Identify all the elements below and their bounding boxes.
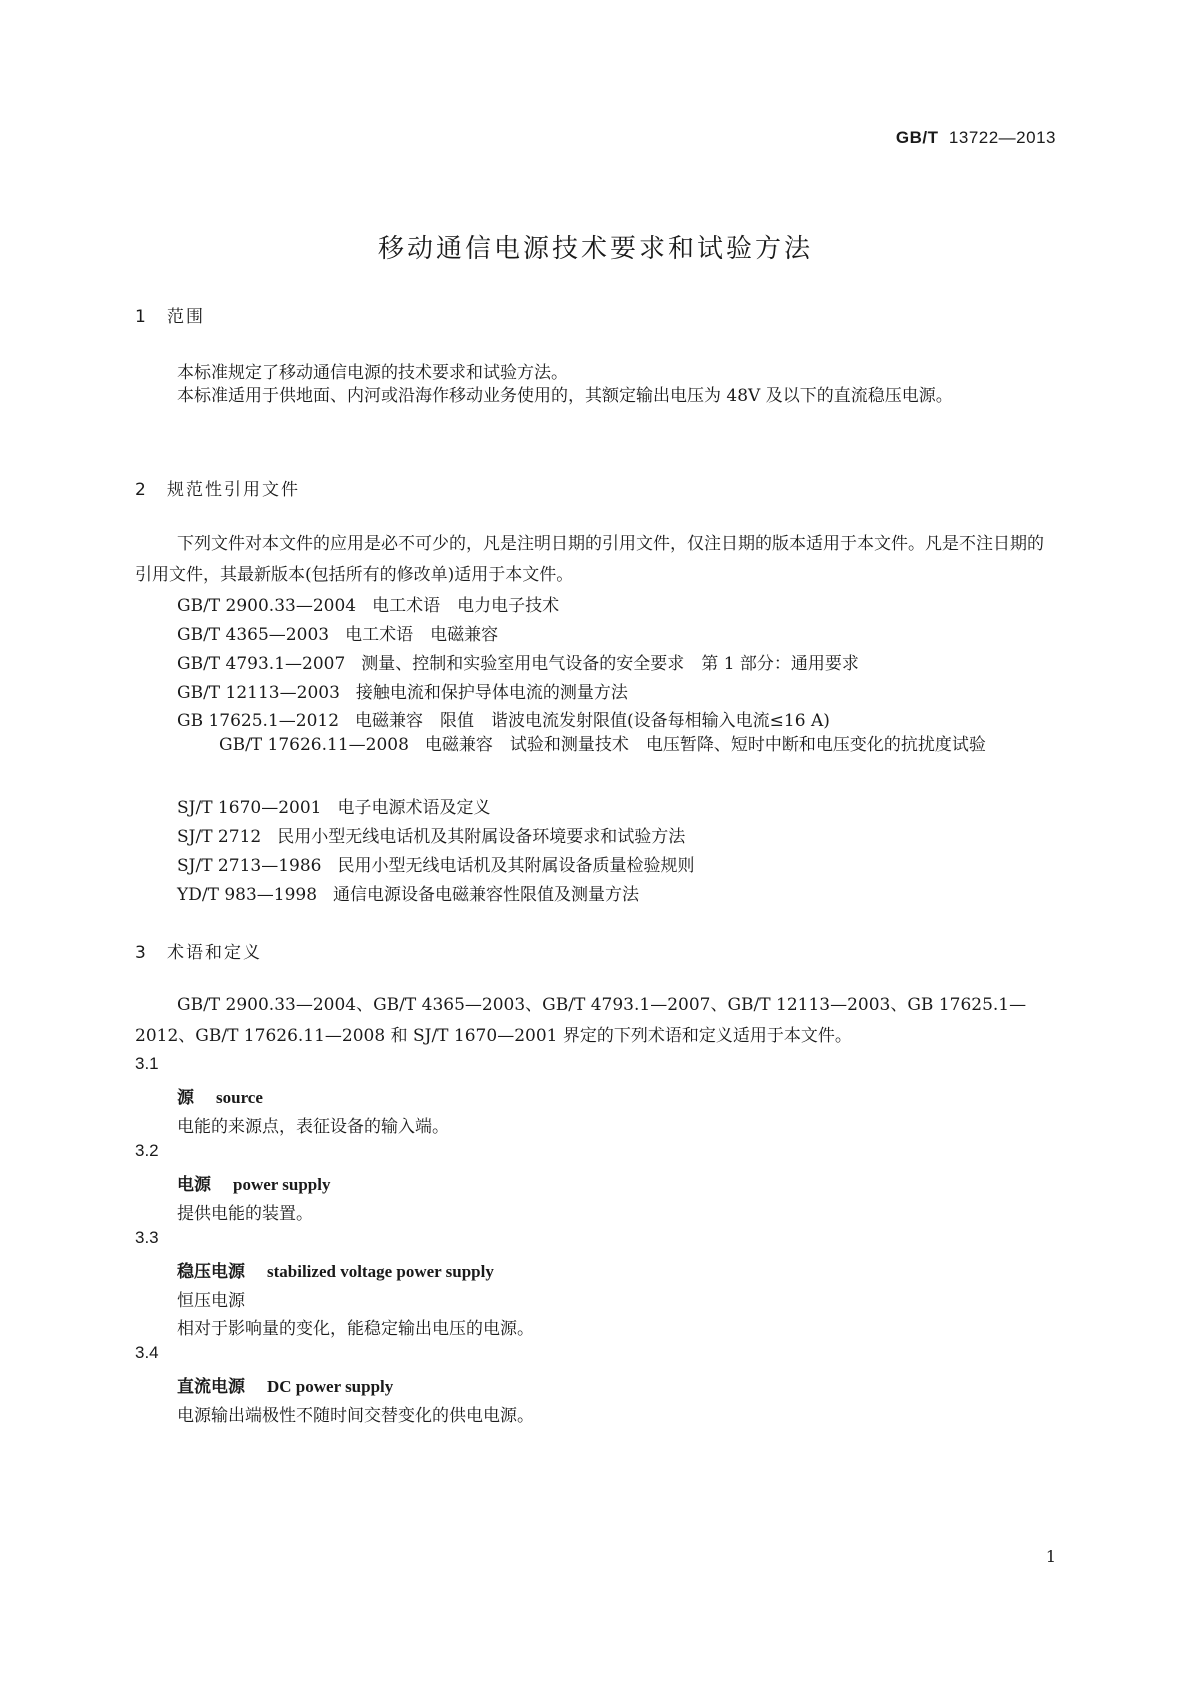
- section-2-heading: [135, 475, 300, 500]
- term-chinese: 电源: [177, 1175, 211, 1195]
- term-definition: 电源输出端极性不随时间交替变化的供电电源。: [177, 1406, 534, 1426]
- section-title: 术语和定义: [167, 943, 262, 963]
- term-chinese: 直流电源: [177, 1377, 245, 1397]
- standard-code: GB/T: [895, 128, 939, 147]
- reference-item: [177, 678, 628, 703]
- reference-item: [177, 880, 639, 905]
- reference-code: GB/T 17626.11—2008: [219, 735, 409, 755]
- term-english: stabilized voltage power supply: [267, 1262, 494, 1281]
- term-definition: 相对于影响量的变化，能稳定输出电压的电源。: [177, 1319, 534, 1339]
- reference-title: 民用小型无线电话机及其附属设备质量检验规则: [337, 856, 695, 876]
- section-2-intro: 下列文件对本文件的应用是必不可少的，凡是注明日期的引用文件，仅注日期的版本适用于本文件。凡是不注日期的引用文件，其最新版本(包括所有的修改单)适用于本文件。: [135, 534, 1044, 585]
- section-1-paragraph-1: 本标准规定了移动通信电源的技术要求和试验方法。: [177, 363, 568, 383]
- reference-code: YD/T 983—1998: [177, 885, 318, 905]
- reference-code: GB 17625.1—2012: [177, 711, 340, 731]
- reference-title: 电磁兼容 试验和测量技术 电压暂降、短时中断和电压变化的抗扰度试验: [424, 735, 986, 755]
- reference-code: GB/T 12113—2003: [177, 683, 340, 703]
- reference-code: GB/T 4793.1—2007: [177, 654, 346, 674]
- section-3-intro: GB/T 2900.33—2004、GB/T 4365—2003、GB/T 4793.1—2007、GB/T 12113—2003、GB 17625.1—2012、GB/T 17626.11—2008 和 SJ/T 1670—2001 界定的下列术语和定义适用于本文件。: [135, 995, 1027, 1046]
- reference-title: 电工术语 电力电子技术: [372, 596, 560, 616]
- section-number: 2: [135, 480, 148, 500]
- reference-code: SJ/T 2713—1986: [177, 856, 322, 876]
- term-synonym: 恒压电源: [177, 1291, 245, 1311]
- term-english: source: [216, 1088, 263, 1107]
- reference-title: 接触电流和保护导体电流的测量方法: [355, 683, 628, 703]
- reference-code: SJ/T 1670—2001: [177, 798, 322, 818]
- reference-title: 民用小型无线电话机及其附属设备环境要求和试验方法: [277, 827, 686, 847]
- term-number: 3.3: [135, 1228, 159, 1247]
- term-english: power supply: [233, 1175, 331, 1194]
- reference-item: [177, 649, 859, 674]
- reference-title: 电子电源术语及定义: [337, 798, 491, 818]
- section-1-paragraph-2: 本标准适用于供地面、内河或沿海作移动业务使用的，其额定输出电压为 48V 及以下的直流稳压电源。: [177, 386, 953, 406]
- reference-title: 测量、控制和实验室用电气设备的安全要求 第 1 部分：通用要求: [361, 654, 859, 674]
- reference-title: 电磁兼容 限值 谐波电流发射限值(设备每相输入电流≤16 A): [355, 711, 830, 731]
- reference-item: [177, 706, 830, 731]
- term-heading: [177, 1083, 263, 1108]
- standard-year: 13722—2013: [948, 128, 1056, 147]
- term-number: 3.4: [135, 1343, 159, 1362]
- section-title: 规范性引用文件: [167, 480, 300, 500]
- section-number: 3: [135, 943, 148, 963]
- term-chinese: 稳压电源: [177, 1262, 245, 1282]
- term-number: 3.2: [135, 1141, 159, 1160]
- term-heading: [177, 1372, 393, 1397]
- reference-item: [135, 730, 1055, 761]
- reference-item: [177, 851, 694, 876]
- reference-code: SJ/T 2712: [177, 827, 262, 847]
- reference-title: 通信电源设备电磁兼容性限值及测量方法: [333, 885, 640, 905]
- page-number: 1: [1045, 1547, 1056, 1566]
- reference-title: 电工术语 电磁兼容: [345, 625, 499, 645]
- section-3-heading: [135, 938, 262, 963]
- section-1-heading: [135, 302, 205, 327]
- reference-code: GB/T 4365—2003: [177, 625, 330, 645]
- term-chinese: 源: [177, 1088, 194, 1108]
- term-definition: 提供电能的装置。: [177, 1204, 313, 1224]
- term-definition: 电能的来源点，表征设备的输入端。: [177, 1117, 449, 1137]
- section-number: 1: [135, 307, 148, 327]
- section-title: 范围: [167, 307, 205, 327]
- term-number: 3.1: [135, 1054, 159, 1073]
- term-english: DC power supply: [267, 1377, 394, 1396]
- term-heading: [177, 1257, 494, 1282]
- reference-item: [177, 793, 490, 818]
- document-title: 移动通信电源技术要求和试验方法: [377, 234, 813, 264]
- term-heading: [177, 1170, 330, 1195]
- reference-item: [177, 620, 498, 645]
- reference-item: [177, 591, 559, 616]
- reference-code: GB/T 2900.33—2004: [177, 596, 357, 616]
- reference-item: [177, 822, 685, 847]
- standard-number: [896, 128, 1056, 148]
